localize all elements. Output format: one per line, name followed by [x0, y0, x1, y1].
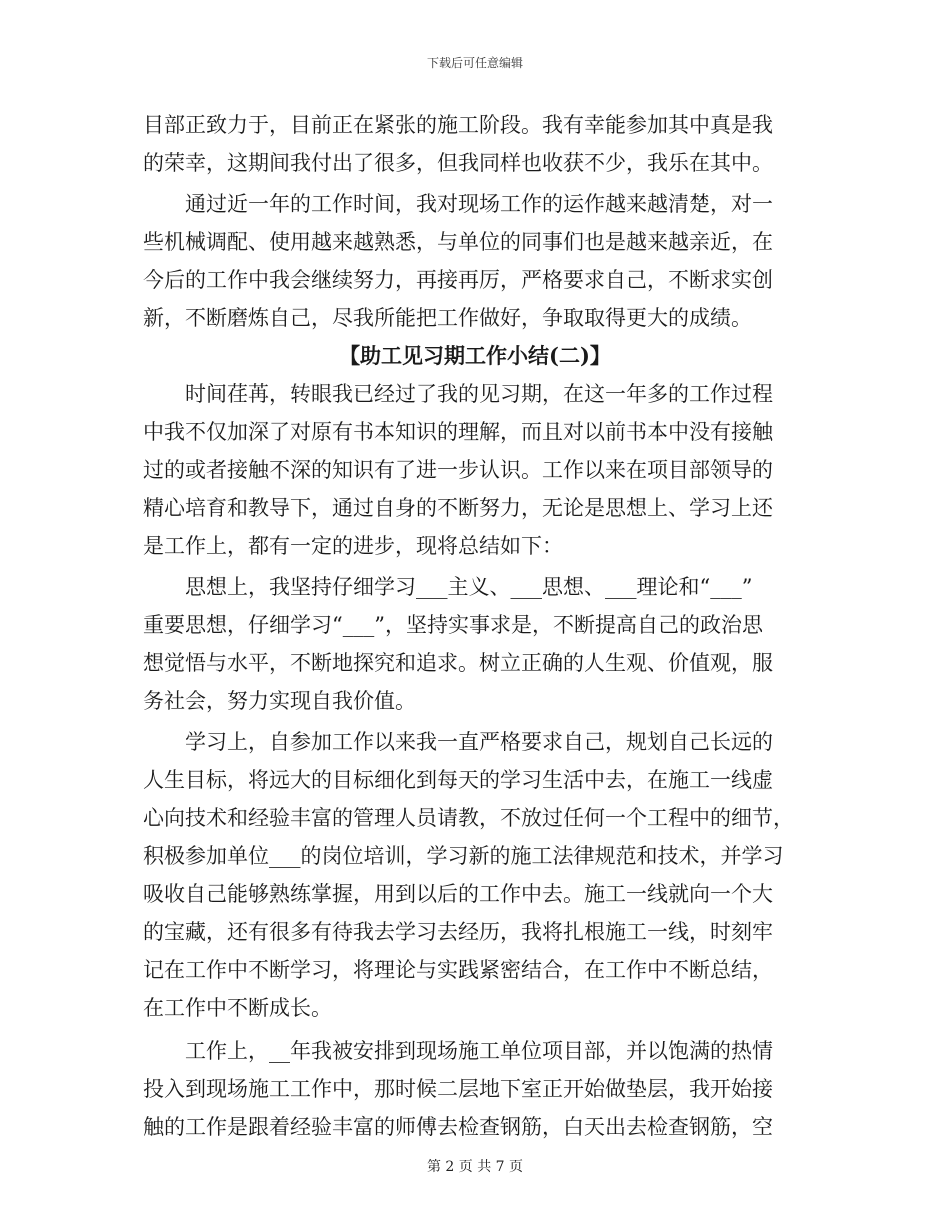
text-line: 在工作中不断成长。 — [143, 996, 332, 1020]
text-line: 是工作上，都有一定的进步，现将总结如下： — [143, 534, 563, 558]
text-line: 务社会，努力实现自我价值。 — [143, 689, 416, 713]
text-line: 过的或者接触不深的知识有了进一步认识。工作以来在项目部领导的 — [143, 458, 773, 482]
paragraph-start: 学习上，自参加工作以来我一直严格要求自己，规划自己长远的 — [185, 730, 773, 754]
text-line: 目部正致力于，目前正在紧张的施工阶段。我有幸能参加其中真是我 — [143, 113, 773, 137]
text-line: 些机械调配、使用越来越熟悉，与单位的同事们也是越来越亲近，在 — [143, 230, 773, 254]
text-line: 今后的工作中我会继续努力，再接再厉，严格要求自己，不断求实创 — [143, 268, 773, 292]
text-line: 的宝藏，还有很多有待我去学习去经历，我将扎根施工一线，时刻牢 — [143, 920, 773, 944]
text-line: 想觉悟与水平，不断地探究和追求。树立正确的人生观、价值观，服 — [143, 651, 773, 675]
text-line: 人生目标，将远大的目标细化到每天的学习生活中去，在施工一线虚 — [143, 768, 773, 792]
text-line: 新，不断磨炼自己，尽我所能把工作做好，争取取得更大的成绩。 — [143, 306, 752, 330]
document-body — [143, 106, 807, 1146]
text-line: 记在工作中不断学习，将理论与实践紧密结合，在工作中不断总结， — [143, 958, 773, 982]
section-heading: 【助工见习期工作小结(二)】 — [339, 343, 611, 368]
text-line: 吸收自己能够熟练掌握，用到以后的工作中去。施工一线就向一个大 — [143, 882, 773, 906]
page-number: 第 2 页 共 7 页 — [426, 1159, 524, 1175]
text-line: 中我不仅加深了对原有书本知识的理解，而且对以前书本中没有接触 — [143, 420, 773, 444]
text-line: 精心培育和教导下，通过自身的不断努力，无论是思想上、学习上还 — [143, 496, 773, 520]
text-line: 的荣幸，这期间我付出了很多，但我同样也收获不少，我乐在其中。 — [143, 151, 773, 175]
paragraph-start: 工作上，__年我被安排到现场施工单位项目部，并以饱满的热情 — [185, 1039, 773, 1063]
paragraph-start: 时间荏苒，转眼我已经过了我的见习期，在这一年多的工作过程 — [185, 382, 773, 406]
paragraph-start: 通过近一年的工作时间，我对现场工作的运作越来越清楚，对一 — [185, 192, 773, 216]
page-header-note: 下载后可任意编辑 — [426, 56, 523, 70]
text-line: 心向技术和经验丰富的管理人员请教，不放过任何一个工程中的细节， — [143, 806, 794, 830]
paragraph-start: 思想上，我坚持仔细学习___主义、___思想、___理论和“___” — [185, 575, 753, 599]
text-line: 触的工作是跟着经验丰富的师傅去检查钢筋，白天出去检查钢筋，空 — [143, 1115, 773, 1139]
text-line: 投入到现场施工工作中，那时候二层地下室正开始做垫层，我开始接 — [143, 1077, 773, 1101]
text-line: 积极参加单位___的岗位培训，学习新的施工法律规范和技术，并学习 — [143, 844, 784, 868]
text-line: 重要思想，仔细学习“___”，坚持实事求是，不断提高自己的政治思 — [143, 613, 763, 637]
